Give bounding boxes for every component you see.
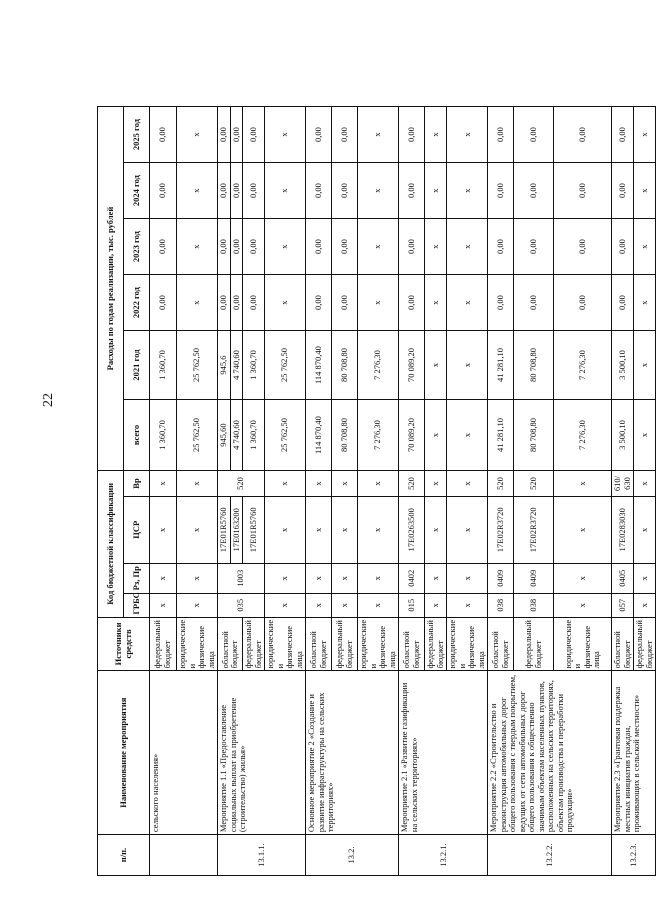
cell-vr: х (332, 471, 358, 497)
cell-2022: 0,00 (488, 275, 514, 331)
cell-2025: 0,00 (612, 107, 634, 163)
cell-vr: х (554, 471, 612, 497)
cell-grbs: х (332, 593, 358, 617)
cell-rzpr: х (332, 563, 358, 593)
cell-2021: 25 762,50 (177, 331, 218, 400)
cell-source: областной бюджет (399, 617, 425, 671)
cell-grbs: х (265, 593, 306, 617)
header-grbs: ГРБС (124, 593, 150, 617)
cell-rzpr: х (150, 563, 177, 593)
cell-2024: 0,00 (243, 163, 265, 219)
cell-total: х (425, 400, 447, 471)
header-rzpr: Рз, Пр (124, 563, 150, 593)
cell-2022: 0,00 (554, 275, 612, 331)
cell-2021: 1 360,70 (150, 331, 177, 400)
cell-name: сельского населения» (150, 671, 218, 835)
cell-2022: х (447, 275, 488, 331)
cell-name: Мероприятие 2.1 «Развитие газификации на сельских территориях» (399, 671, 488, 835)
cell-2022: х (634, 275, 656, 331)
cell-2025: 0,00 (306, 107, 332, 163)
cell-rzpr: 1003 (218, 563, 265, 593)
cell-name: Мероприятие 2.3 «Грантовая поддержка местных инициатив граждан, проживающих в сельской местности» (612, 671, 656, 835)
cell-vr: х (177, 471, 218, 497)
cell-2021: 7 276,30 (554, 331, 612, 400)
cell-total: 1 360,70 (150, 400, 177, 471)
cell-total: 4 740,60 (230, 400, 243, 471)
cell-2022: х (177, 275, 218, 331)
table-row (612, 107, 634, 876)
cell-2022: 0,00 (612, 275, 634, 331)
cell-2021: 114 870,40 (306, 331, 332, 400)
cell-csr: 17Е02R3720 (514, 496, 554, 563)
cell-vr: х (447, 471, 488, 497)
cell-2023: 0,00 (399, 219, 425, 275)
cell-grbs: 038 (488, 593, 514, 617)
cell-csr: х (358, 496, 399, 563)
cell-2025: х (425, 107, 447, 163)
cell-2024: х (265, 163, 306, 219)
cell-total: 945,60 (218, 400, 231, 471)
cell-csr: х (332, 496, 358, 563)
cell-2023: 0,00 (150, 219, 177, 275)
cell-2023: 0,00 (332, 219, 358, 275)
cell-2021: 70 089,20 (399, 331, 425, 400)
cell-csr: 17Е01R5760 (243, 496, 265, 563)
cell-csr: 17Е02R3720 (488, 496, 514, 563)
cell-grbs: х (358, 593, 399, 617)
cell-2023: 0,00 (488, 219, 514, 275)
cell-source: федеральный бюджет (634, 617, 656, 671)
cell-2024: 0,00 (230, 163, 243, 219)
cell-grbs: 035 (218, 593, 265, 617)
cell-2022: 0,00 (230, 275, 243, 331)
cell-grbs: х (425, 593, 447, 617)
cell-num: 13.2.1. (399, 835, 488, 876)
cell-csr: х (447, 496, 488, 563)
cell-2024: 0,00 (150, 163, 177, 219)
cell-2025: х (265, 107, 306, 163)
header-2021: 2021 год (124, 331, 150, 400)
cell-2023: 0,00 (554, 219, 612, 275)
cell-grbs: 038 (514, 593, 554, 617)
cell-vr: 520 (218, 471, 265, 497)
cell-vr: х (358, 471, 399, 497)
cell-csr: х (634, 496, 656, 563)
cell-2023: х (447, 219, 488, 275)
cell-total: 1 360,70 (243, 400, 265, 471)
header-num: п/п. (98, 835, 150, 876)
cell-vr: х (265, 471, 306, 497)
cell-2024: х (177, 163, 218, 219)
cell-2022: х (358, 275, 399, 331)
cell-total: 80 708,80 (514, 400, 554, 471)
cell-2021: 3 500,10 (612, 331, 634, 400)
cell-num: 13.1.1. (218, 835, 306, 876)
header-total: всего (124, 400, 150, 471)
cell-grbs: х (447, 593, 488, 617)
cell-grbs: х (554, 593, 612, 617)
header-2024: 2024 год (124, 163, 150, 219)
cell-2025: 0,00 (488, 107, 514, 163)
cell-rzpr: х (265, 563, 306, 593)
cell-2021: 80 708,80 (332, 331, 358, 400)
cell-total: 114 870,40 (306, 400, 332, 471)
cell-2022: 0,00 (332, 275, 358, 331)
cell-2022: 0,00 (243, 275, 265, 331)
cell-2023: 0,00 (514, 219, 554, 275)
cell-2021: 80 708,80 (514, 331, 554, 400)
cell-2024: 0,00 (332, 163, 358, 219)
header-row-1 (98, 107, 124, 876)
cell-2025: 0,00 (230, 107, 243, 163)
cell-rzpr: 0409 (514, 563, 554, 593)
cell-2023: х (634, 219, 656, 275)
table-row (306, 107, 332, 876)
cell-source: федеральный бюджет (425, 617, 447, 671)
cell-csr: 17Е0163200 (230, 496, 243, 563)
cell-2021: 7 276,30 (358, 331, 399, 400)
cell-2025: х (177, 107, 218, 163)
cell-csr: 17Е0283030 (612, 496, 634, 563)
cell-2021: 41 281,10 (488, 331, 514, 400)
cell-source: юридические и физические лица (177, 617, 218, 671)
cell-rzpr: х (177, 563, 218, 593)
cell-2021: х (447, 331, 488, 400)
cell-total: 3 500,10 (612, 400, 634, 471)
cell-grbs: х (177, 593, 218, 617)
cell-csr: х (150, 496, 177, 563)
cell-2022: х (425, 275, 447, 331)
header-csr: ЦСР (124, 496, 150, 563)
cell-csr: 17Е0263500 (399, 496, 425, 563)
cell-total: х (447, 400, 488, 471)
cell-2022: 0,00 (399, 275, 425, 331)
rotated-table-wrapper (97, 106, 654, 876)
cell-2021: 1 360,70 (243, 331, 265, 400)
cell-2022: 0,00 (218, 275, 231, 331)
cell-2023: 0,00 (612, 219, 634, 275)
cell-2024: х (447, 163, 488, 219)
cell-source: юридические и физические лица (265, 617, 306, 671)
cell-2025: 0,00 (399, 107, 425, 163)
cell-2021: х (425, 331, 447, 400)
cell-2022: 0,00 (306, 275, 332, 331)
cell-csr: х (177, 496, 218, 563)
cell-csr: х (265, 496, 306, 563)
cell-2025: 0,00 (218, 107, 231, 163)
table-row (218, 107, 231, 876)
cell-2025: 0,00 (332, 107, 358, 163)
cell-2021: 4 740,60 (230, 331, 243, 400)
cell-2024: 0,00 (306, 163, 332, 219)
cell-csr: х (306, 496, 332, 563)
cell-total: 80 708,80 (332, 400, 358, 471)
cell-vr: х (150, 471, 177, 497)
cell-vr: х (425, 471, 447, 497)
cell-2024: 0,00 (514, 163, 554, 219)
cell-source: областной бюджет (612, 617, 634, 671)
cell-total: 7 276,30 (358, 400, 399, 471)
cell-grbs: 057 (612, 593, 634, 617)
cell-vr: х (306, 471, 332, 497)
cell-total: 70 089,20 (399, 400, 425, 471)
cell-source: областной бюджет (218, 617, 243, 671)
cell-2023: 0,00 (243, 219, 265, 275)
cell-2025: 0,00 (514, 107, 554, 163)
cell-rzpr: 0409 (488, 563, 514, 593)
cell-2024: 0,00 (554, 163, 612, 219)
cell-grbs: х (634, 593, 656, 617)
cell-grbs: 015 (399, 593, 425, 617)
cell-grbs: х (306, 593, 332, 617)
cell-num: 13.2. (306, 835, 399, 876)
cell-rzpr: х (634, 563, 656, 593)
cell-2021: 25 762,50 (265, 331, 306, 400)
table-row (488, 107, 514, 876)
cell-grbs: х (150, 593, 177, 617)
cell-2023: 0,00 (218, 219, 231, 275)
cell-vr: 520 (488, 471, 514, 497)
cell-total: 25 762,50 (265, 400, 306, 471)
cell-2024: х (634, 163, 656, 219)
cell-rzpr: х (306, 563, 332, 593)
header-code-group: Код бюджетной классификации (98, 471, 124, 617)
cell-2025: х (447, 107, 488, 163)
cell-2023: 0,00 (230, 219, 243, 275)
cell-2024: 0,00 (612, 163, 634, 219)
cell-2024: х (425, 163, 447, 219)
budget-table (97, 106, 656, 876)
cell-2025: х (358, 107, 399, 163)
cell-csr: 17Е01R5760 (218, 496, 231, 563)
cell-2023: 0,00 (306, 219, 332, 275)
cell-total: 25 762,50 (177, 400, 218, 471)
header-2023: 2023 год (124, 219, 150, 275)
header-expenses-group: Расходы по годам реализации, тыс. рублей (98, 107, 124, 471)
cell-2022: 0,00 (150, 275, 177, 331)
cell-vr: 610/ 630 (612, 471, 634, 497)
cell-rzpr: х (425, 563, 447, 593)
cell-source: юридические и физические лица (358, 617, 399, 671)
cell-csr: х (554, 496, 612, 563)
cell-total: 7 276,30 (554, 400, 612, 471)
cell-2022: 0,00 (514, 275, 554, 331)
cell-2025: 0,00 (554, 107, 612, 163)
cell-2024: 0,00 (399, 163, 425, 219)
header-2022: 2022 год (124, 275, 150, 331)
header-2025: 2025 год (124, 107, 150, 163)
cell-source: федеральный бюджет (332, 617, 358, 671)
cell-2024: 0,00 (488, 163, 514, 219)
table-row (399, 107, 425, 876)
cell-num: 13.2.3. (612, 835, 656, 876)
cell-rzpr: 0402 (399, 563, 425, 593)
cell-2025: х (634, 107, 656, 163)
cell-rzpr: х (447, 563, 488, 593)
cell-2023: х (265, 219, 306, 275)
cell-name: Основное мероприятие 2 «Создание и развитие инфраструктуры на сельских территориях» (306, 671, 399, 835)
header-source: Источники средств (98, 617, 150, 671)
cell-source: юридические и физические лица (554, 617, 612, 671)
cell-rzpr: х (554, 563, 612, 593)
cell-2022: х (265, 275, 306, 331)
cell-2023: х (177, 219, 218, 275)
cell-num (150, 835, 218, 876)
cell-2021: 945,6 (218, 331, 231, 400)
header-vr: Вр (124, 471, 150, 497)
cell-vr: х (634, 471, 656, 497)
cell-2025: 0,00 (243, 107, 265, 163)
cell-source: федеральный бюджет (514, 617, 554, 671)
cell-total: 41 281,10 (488, 400, 514, 471)
cell-total: х (634, 400, 656, 471)
cell-rzpr: х (358, 563, 399, 593)
cell-source: юридические и физические лица (447, 617, 488, 671)
cell-name: Мероприятие 1.1 «Предоставление социальных выплат на приобретение (строительство) жилья» (218, 671, 306, 835)
cell-source: федеральный бюджет (243, 617, 265, 671)
page-number: 22 (41, 393, 56, 407)
cell-2025: 0,00 (150, 107, 177, 163)
header-name: Наименование мероприятия (98, 671, 150, 835)
cell-num: 13.2.2. (488, 835, 612, 876)
cell-name: Мероприятие 2.2 «Строительство и реконструкция автомобильных дорог общего пользования с твердым покрытием, ведущих от сети автомобильных дорог общего пользования к общественно значимым объектам населенных пунктов, расположенных на сельских территориях, объектам производства и переработки продукции» (488, 671, 612, 835)
cell-2023: х (358, 219, 399, 275)
cell-csr: х (425, 496, 447, 563)
cell-2024: х (358, 163, 399, 219)
cell-vr: 520 (399, 471, 425, 497)
cell-2024: 0,00 (218, 163, 231, 219)
cell-source: областной бюджет (306, 617, 332, 671)
table-row (150, 107, 177, 876)
cell-2023: х (425, 219, 447, 275)
cell-2021: х (634, 331, 656, 400)
cell-vr: 520 (514, 471, 554, 497)
cell-source: областной бюджет (488, 617, 514, 671)
cell-source: федеральный бюджет (150, 617, 177, 671)
cell-rzpr: 0405 (612, 563, 634, 593)
